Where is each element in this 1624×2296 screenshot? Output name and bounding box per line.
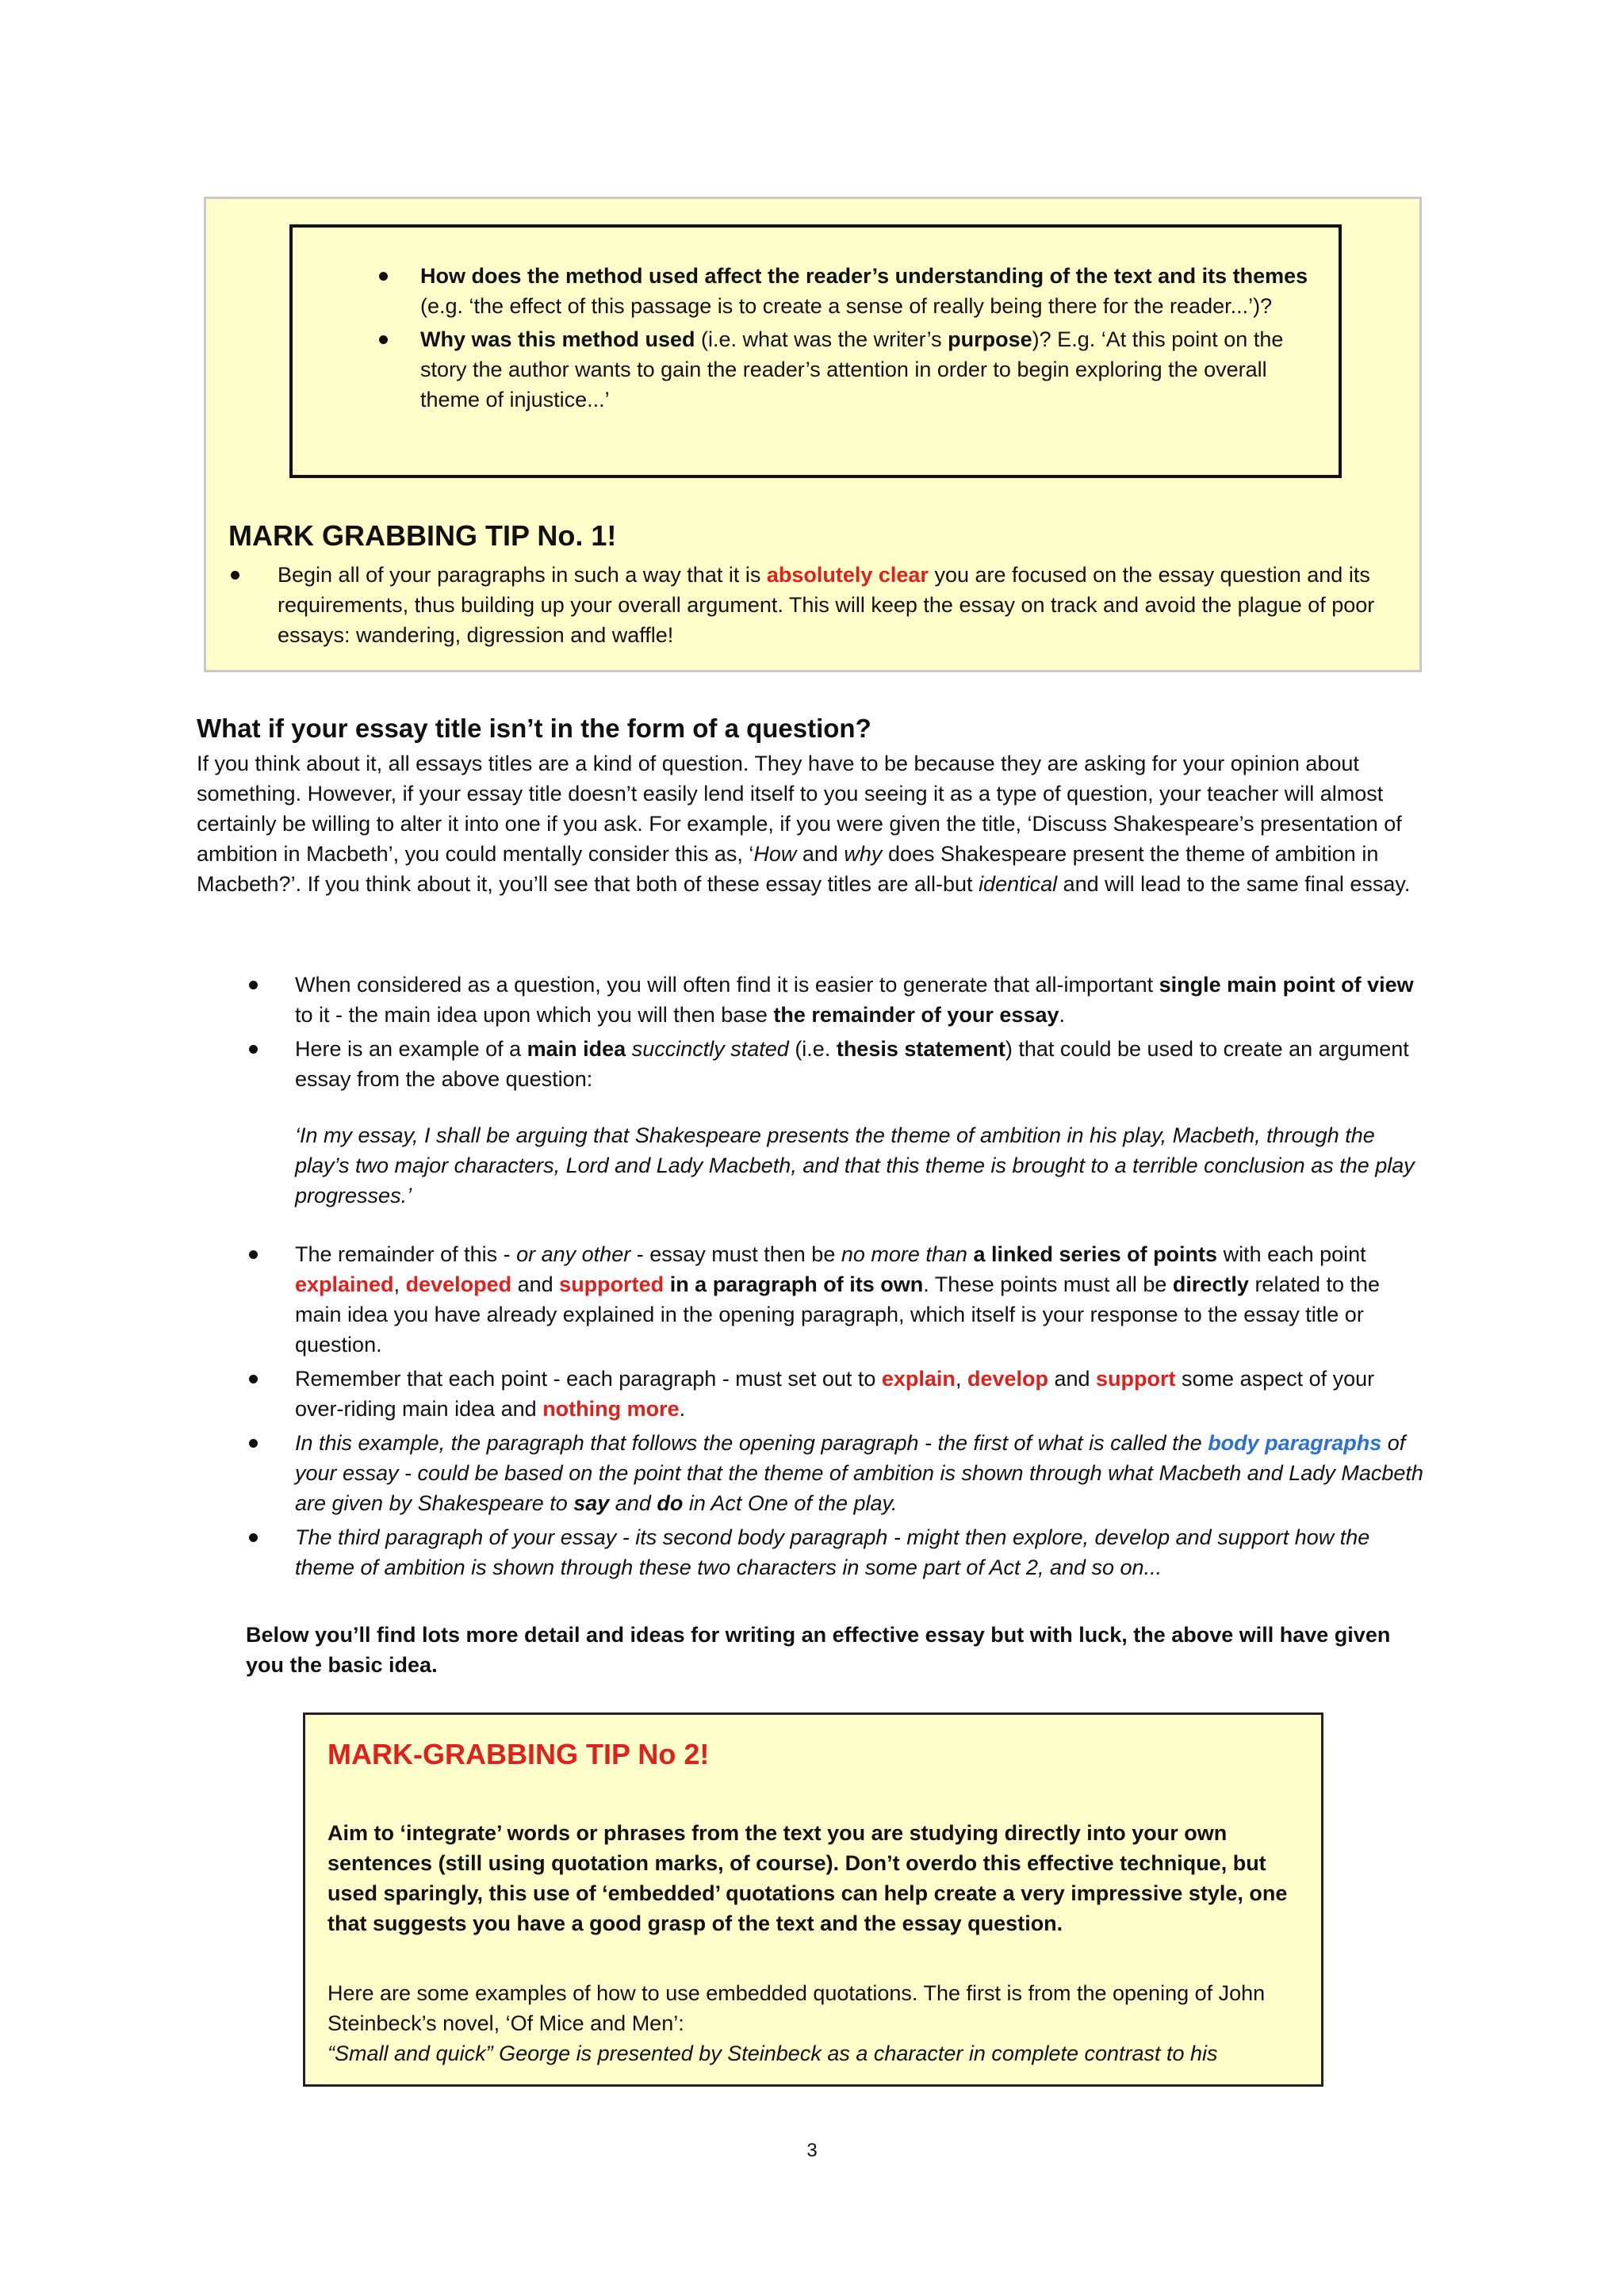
highlight-text: developed [405, 1272, 512, 1296]
text: The remainder of this - [295, 1242, 517, 1266]
thesis-quote: ‘In my essay, I shall be arguing that Shakespeare presents the theme of ambition in his play, Macbeth, through the play’s two major characters, Lord and Lady Macbeth, and that this theme is brought to a terrible conclusion as the play progresses.’ [295, 1123, 1415, 1207]
main-bullet-list [295, 970, 1429, 1586]
italic-text: succinctly stated [631, 1037, 789, 1061]
bold-text: thesis statement [836, 1037, 1005, 1061]
text: (i.e. what was the writer’s [695, 327, 948, 351]
list-item [295, 1522, 1429, 1582]
list-item [295, 970, 1429, 1030]
italic-text: and [609, 1491, 657, 1515]
italic-text: or any other [516, 1242, 631, 1266]
text: some aspect of your over-riding main idea and [295, 1367, 1375, 1421]
text: . [679, 1397, 686, 1421]
italic-text: of your essay - could be based on the point that the theme of ambition is shown through what Macbeth and Lady Macbeth are given by Shakespeare to [295, 1431, 1423, 1515]
text: ) that could be used to create an argument essay from the above question: [295, 1037, 1409, 1091]
bold-text: do [657, 1491, 684, 1515]
text: If you think about it, all essays titles are a kind of question. They have to be because they are asking for your opinion about something. However, if your essay title doesn’t easily lend itself to you seeing it as a type of question, your teacher will almost certainly be willing to alter it into one if you ask. For example, if you were given the title, ‘Discuss Shakespeare’s presentation of ambition in Macbeth’, you could mentally consider this as, ‘ [197, 752, 1402, 866]
text: Remember that each point - each paragraph - must set out to [295, 1367, 882, 1391]
text: and [1048, 1367, 1097, 1391]
bold-text: single main point of view [1159, 973, 1414, 997]
highlight-text: nothing more [542, 1397, 680, 1421]
bold-text: in a paragraph of its own [669, 1272, 924, 1296]
bold-text: a linked series of points [973, 1242, 1218, 1266]
text: with each point [1217, 1242, 1366, 1266]
highlight-text: support [1096, 1367, 1176, 1391]
text [626, 1037, 632, 1061]
list-item [420, 261, 1308, 321]
text: - essay must then be [630, 1242, 841, 1266]
text: (i.e. [788, 1037, 837, 1061]
text: . These points must all be [923, 1272, 1173, 1296]
tip-1-list [278, 560, 1396, 650]
closing-paragraph: Below you’ll find lots more detail and ideas for writing an effective essay but with luck, the above will have given you the basic idea. [246, 1623, 1391, 1677]
method-questions-list [420, 261, 1308, 418]
highlight-text: explain [881, 1367, 956, 1391]
italic-text: How [753, 842, 797, 866]
italic-text: in Act One of the play. [683, 1491, 898, 1515]
text: )? E.g. ‘At this point on the story the author wants to gain the reader’s attention in order to begin exploring the overall theme of injustice...’ [420, 327, 1284, 411]
text: (e.g. ‘the effect of this passage is to create a sense of really being there for the reader...’)? [420, 294, 1273, 318]
tip-1-panel [204, 197, 1422, 672]
method-questions-box [289, 224, 1342, 478]
text: . [1059, 1003, 1066, 1027]
list-item [295, 1239, 1429, 1360]
text: and [511, 1272, 560, 1296]
text: Begin all of your paragraphs in such a way that it is [278, 563, 767, 587]
text: and [796, 842, 845, 866]
highlight-text: supported [559, 1272, 665, 1296]
text: and will lead to the same final essay. [1057, 872, 1411, 896]
list-item [278, 560, 1396, 650]
intro-paragraph [197, 748, 1426, 899]
bold-text: purpose [948, 327, 1032, 351]
tip-1-title: MARK GRABBING TIP No. 1! [228, 519, 617, 552]
tip-2-examples [327, 1978, 1303, 2068]
bold-text: How does the method used affect the reader’s understanding of the text and its themes [420, 264, 1308, 288]
text: to it - the main idea upon which you will then base [295, 1003, 774, 1027]
text: Here are some examples of how to use embedded quotations. The first is from the opening of John Steinbeck’s novel, ‘Of Mice and Men’: [327, 1981, 1266, 2035]
bold-text: the remainder of your essay [773, 1003, 1059, 1027]
italic-text: no more than [841, 1242, 967, 1266]
highlight-text: absolutely clear [766, 563, 929, 587]
bold-text: main idea [527, 1037, 626, 1061]
list-item [420, 324, 1308, 415]
tip-2-panel [303, 1712, 1323, 2087]
highlight-text: develop [967, 1367, 1048, 1391]
italic-text: identical [979, 872, 1058, 896]
list-item [295, 1034, 1429, 1211]
text: you are focused on the essay question and its requirements, thus building up your overall argument. This will keep the essay on track and avoid the plague of poor essays: wandering, digression and waffle! [278, 563, 1375, 647]
tip-2-bold-text: Aim to ‘integrate’ words or phrases from the text you are studying directly into your own sentences (still using quotation marks, of course). Don’t overdo this effective technique, but used sparingly, this use of ‘embedded’ quotations can help create a very impressive style, one that suggests you have a good grasp of the text and the essay question. [327, 1821, 1288, 1935]
tip-2-title: MARK-GRABBING TIP No 2! [327, 1738, 710, 1770]
italic-text: why [844, 842, 883, 866]
example-quote: “Small and quick” George is presented by Steinbeck as a character in complete contrast to his [327, 2042, 1218, 2065]
text: When considered as a question, you will often find it is easier to generate that all-important [295, 973, 1159, 997]
blue-highlight-text: body paragraphs [1208, 1431, 1382, 1455]
list-item [295, 1428, 1429, 1518]
text: , [393, 1272, 406, 1296]
highlight-text: explained [295, 1272, 394, 1296]
list-item [295, 1364, 1429, 1424]
text: related to the main idea you have already explained in the opening paragraph, which itself is your response to the essay title or question. [295, 1272, 1381, 1357]
page-number: 3 [806, 2140, 818, 2161]
text: Here is an example of a [295, 1037, 527, 1061]
text: , [955, 1367, 967, 1391]
text [664, 1272, 670, 1296]
text: does Shakespeare present the theme of ambition in Macbeth?’. If you think about it, you’ll see that both of these essay titles are all-but [197, 842, 1379, 896]
italic-text: The third paragraph of your essay - its second body paragraph - might then explore, develop and support how the theme of ambition is shown through these two characters in some part of Act 2, and so on... [295, 1525, 1370, 1579]
section-heading: What if your essay title isn’t in the form of a question? [197, 714, 871, 743]
bold-text: Why was this method used [420, 327, 695, 351]
bold-text: say [573, 1491, 610, 1515]
italic-text: In this example, the paragraph that follows the opening paragraph - the first of what is called the [295, 1431, 1208, 1455]
bold-text: directly [1172, 1272, 1249, 1296]
